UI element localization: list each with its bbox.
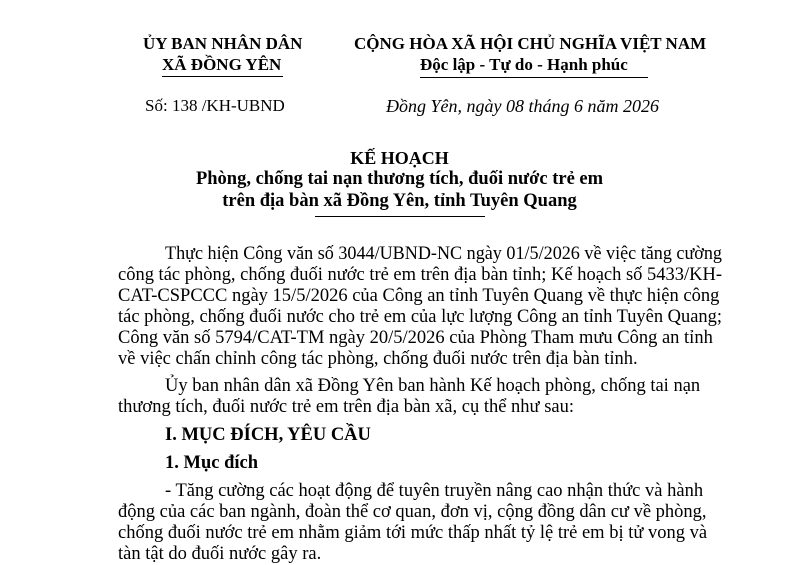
- section-heading: I. MỤC ĐÍCH, YÊU CẦU: [165, 425, 371, 445]
- motto-underline: [420, 77, 648, 78]
- place-date-prefix: Đồng Yên, ngày: [386, 96, 506, 116]
- paragraph-2-line: Ủy ban nhân dân xã Đồng Yên ban hành Kế hoạch phòng, chống tai nạn: [165, 376, 701, 396]
- commune-name: XÃ ĐỒNG YÊN: [162, 55, 282, 74]
- doc-number-suffix: /KH-UBND: [197, 96, 285, 115]
- paragraph-1-line: công tác phòng, chống đuối nước trẻ em trên địa bàn tỉnh; Kế hoạch số 5433/KH-: [118, 265, 722, 285]
- paragraph-1-line: Thực hiện Công văn số 3044/UBND-NC ngày 01/5/2026 về việc tăng cường: [165, 244, 722, 264]
- doc-number-value: 138: [171, 96, 198, 115]
- national-motto: Độc lập - Tự do - Hạnh phúc: [420, 55, 628, 74]
- place-date-suffix: tháng 6 năm 2026: [524, 96, 659, 116]
- agency-name: ỦY BAN NHÂN DÂN: [143, 34, 303, 53]
- paragraph-3-line: động của các ban ngành, đoàn thể cơ quan, đơn vị, cộng đồng dân cư về phòng,: [118, 502, 707, 522]
- title-underline: [315, 216, 485, 217]
- paragraph-3-line: chống đuối nước trẻ em nhằm giảm tới mức thấp nhất tỷ lệ trẻ em bị tử vong và: [118, 523, 708, 543]
- paragraph-1-line: Công văn số 5794/CAT-TM ngày 20/5/2026 của Phòng Tham mưu Công an tỉnh: [118, 328, 713, 348]
- document-type-title: KẾ HOẠCH: [350, 148, 449, 168]
- subject-line-1: Phòng, chống tai nạn thương tích, đuối nước trẻ em: [195, 169, 604, 189]
- paragraph-1-line: về việc chấn chỉnh công tác phòng, chống đuối nước trên địa bàn tỉnh.: [118, 349, 638, 369]
- paragraph-2-line: thương tích, đuối nước trẻ em trên địa bàn xã, cụ thể như sau:: [118, 397, 575, 417]
- place-date: [386, 96, 659, 117]
- date-day: 08: [506, 96, 524, 116]
- subject-line-2: trên địa bàn xã Đồng Yên, tỉnh Tuyên Quang: [222, 191, 577, 211]
- subsection-heading: 1. Mục đích: [165, 453, 259, 473]
- paragraph-3-line: - Tăng cường các hoạt động để tuyên truyền nâng cao nhận thức và hành: [165, 481, 704, 501]
- country-name: CỘNG HÒA XÃ HỘI CHỦ NGHĨA VIỆT NAM: [354, 34, 707, 53]
- doc-number-prefix: Số:: [145, 96, 172, 115]
- paragraph-1-line: CAT-CSPCCC ngày 15/5/2026 của Công an tỉnh Tuyên Quang về thực hiện công: [118, 286, 720, 306]
- paragraph-1-line: tác phòng, chống đuối nước cho trẻ em của lực lượng Công an tỉnh Tuyên Quang;: [118, 307, 723, 327]
- commune-underline: [162, 76, 283, 77]
- paragraph-3-line: tàn tật do đuối nước gây ra.: [118, 544, 322, 564]
- document-number: [145, 96, 285, 116]
